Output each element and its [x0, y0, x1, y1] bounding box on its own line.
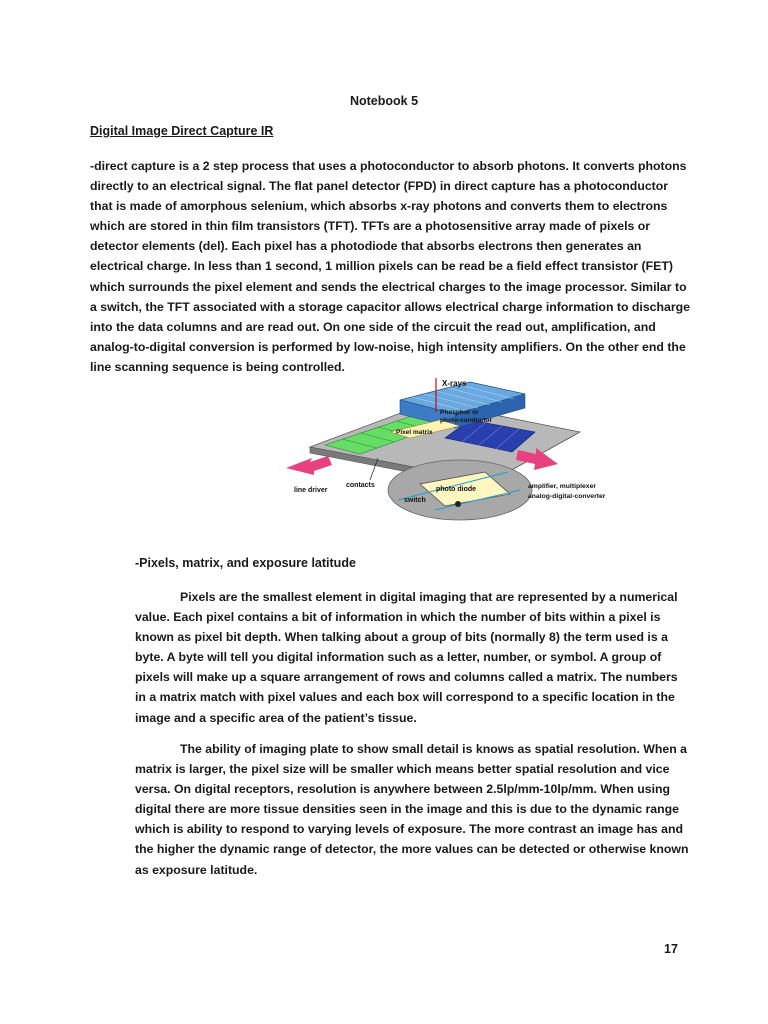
section-heading: Digital Image Direct Capture IR: [90, 124, 274, 138]
label-contacts: contacts: [346, 482, 375, 489]
label-amplifier-1: amplifier, multiplexer: [528, 483, 596, 490]
flat-panel-detector-diagram: [280, 372, 630, 522]
label-switch: switch: [404, 497, 426, 504]
paragraph-direct-capture: -direct capture is a 2 step process that uses a photoconductor to absorb photons. It converts photons directly to an electrical signal. The flat panel detector (FPD) in direct capture has a photoconductor that is made of amorphous selenium, which absorbs x-ray photons and converts them to electrons which are stored in thin film transistors (TFT). TFTs are a photosensitive array made of pixels or detector elements (del). Each pixel has a photodiode that absorbs electrons then generates an electrical charge. In less than 1 second, 1 million pixels can be read be a field effect transistor (FET) which surrounds the pixel element and sends the electrical charges to the image processor. Similar to a switch, the TFT associated with a storage capacitor allows electrical charge information to discharge into the data columns and are read out. On one side of the circuit the read out, amplification, and analog-to-digital conversion is performed by low-noise, high intensity amplifiers. On the other end the line scanning sequence is being controlled.: [90, 159, 690, 374]
label-xrays: X-rays: [442, 379, 467, 388]
label-phosphor-1: Phosphor or: [440, 409, 479, 416]
label-phosphor-2: photo-conductor: [440, 417, 492, 424]
label-line-driver: line driver: [294, 487, 328, 494]
paragraph-pixels: Pixels are the smallest element in digital imaging that are represented by a numerical value. Each pixel contains a bit of information in which the number of bits within a pixel is known as pixel bit depth. When talking about a group of bits (normally 8) the term used is a byte. A byte will tell you digital information such as a letter, number, or symbol. A group of pixels will make up a square arrangement of rows and columns called a matrix. The numbers in a matrix match with pixel values and each box will correspond to a specific location in the image and a specific area of the patient’s tissue.: [135, 590, 678, 725]
label-photo-diode: photo diode: [436, 486, 477, 493]
paragraph-spatial-resolution: The ability of imaging plate to show small detail is knows as spatial resolution. When a matrix is larger, the pixel size will be smaller which means better spatial resolution and vice versa. On digital receptors, resolution is anywhere between 2.5lp/mm-10lp/mm. When using digital there are more tissue densities seen in the image and this is due to the dynamic range which is ability to respond to varying levels of exposure. The more contrast an image has and the higher the dynamic range of detector, the more values can be detected or otherwise known as exposure latitude.: [135, 742, 689, 877]
label-amplifier-2: analog-digital-converter: [528, 493, 606, 500]
subsection-heading: -Pixels, matrix, and exposure latitude: [135, 556, 356, 570]
label-pixel-matrix: Pixel matrix: [396, 429, 433, 436]
page-title: Notebook 5: [349, 94, 419, 108]
amplifier-arrow-icon: [516, 448, 558, 470]
line-driver-arrow-icon: [286, 456, 332, 475]
page-number: 17: [664, 942, 678, 956]
